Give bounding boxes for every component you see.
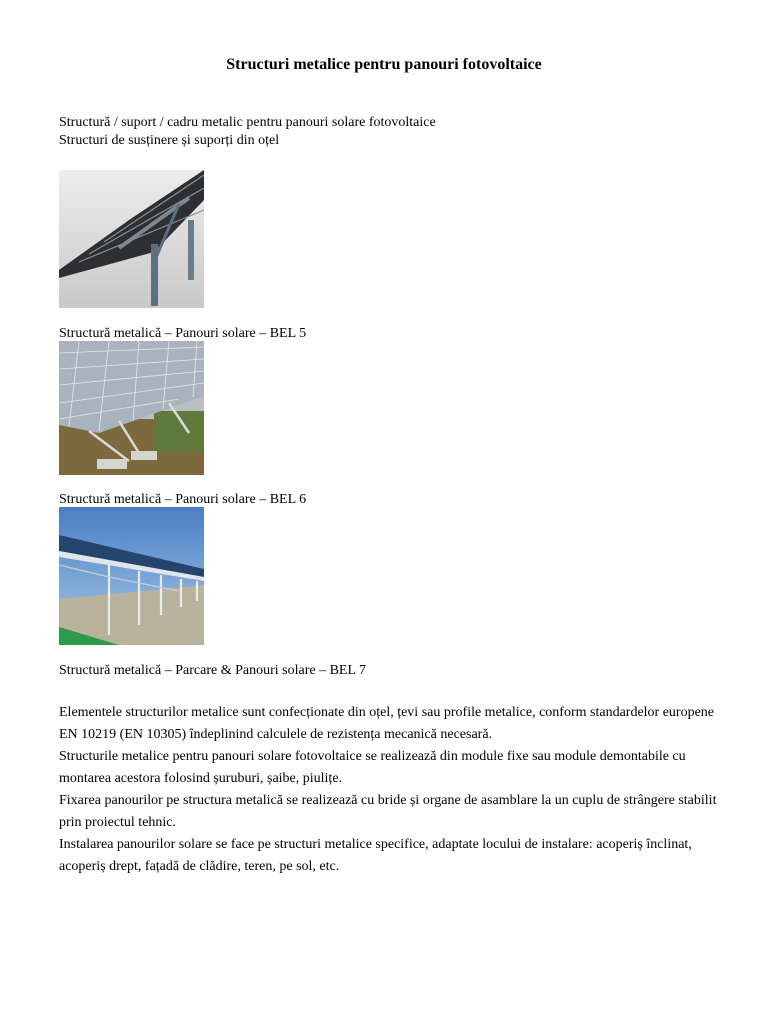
photo-solar-frame-bel5 — [59, 170, 204, 308]
photo-solar-array-bel6 — [59, 341, 204, 475]
intro-line-2: Structuri de susținere și suporți din oțel — [59, 133, 280, 148]
page-title: Structuri metalice pentru panouri fotovoltaice — [226, 56, 542, 73]
figure-caption-2: Structură metalică – Panouri solare – BEL 6 — [59, 492, 307, 507]
paragraph-modules: Structurile metalice pentru panouri solare fotovoltaice se realizează din module fixe sau module demontabile cu montarea acestora folosind șuruburi, șaibe, piulițe. — [59, 749, 686, 786]
description-body — [59, 702, 719, 878]
figure-caption-1: Structură metalică – Panouri solare – BEL 5 — [59, 326, 307, 341]
photo-solar-carport-bel7 — [59, 507, 204, 645]
figure-caption-3: Structură metalică – Parcare & Panouri solare – BEL 7 — [59, 663, 366, 678]
paragraph-materials: Elementele structurilor metalice sunt confecționate din oțel, țevi sau profile metalice, conform standardelor europene EN 10219 (EN 10305) îndeplinind calculele de rezistența mecanică necesară. — [59, 705, 715, 742]
paragraph-fixing: Fixarea panourilor pe structura metalică se realizează cu bride și organe de asamblare la un cuplu de strângere stabilit prin proiectul tehnic. — [59, 793, 717, 830]
paragraph-installation: Instalarea panourilor solare se face pe structuri metalice specifice, adaptate locului de instalare: acoperiș înclinat, acoperiș drept, fațadă de clădire, teren, pe sol, etc. — [59, 837, 692, 874]
intro-line-1: Structură / suport / cadru metalic pentru panouri solare fotovoltaice — [59, 115, 436, 130]
